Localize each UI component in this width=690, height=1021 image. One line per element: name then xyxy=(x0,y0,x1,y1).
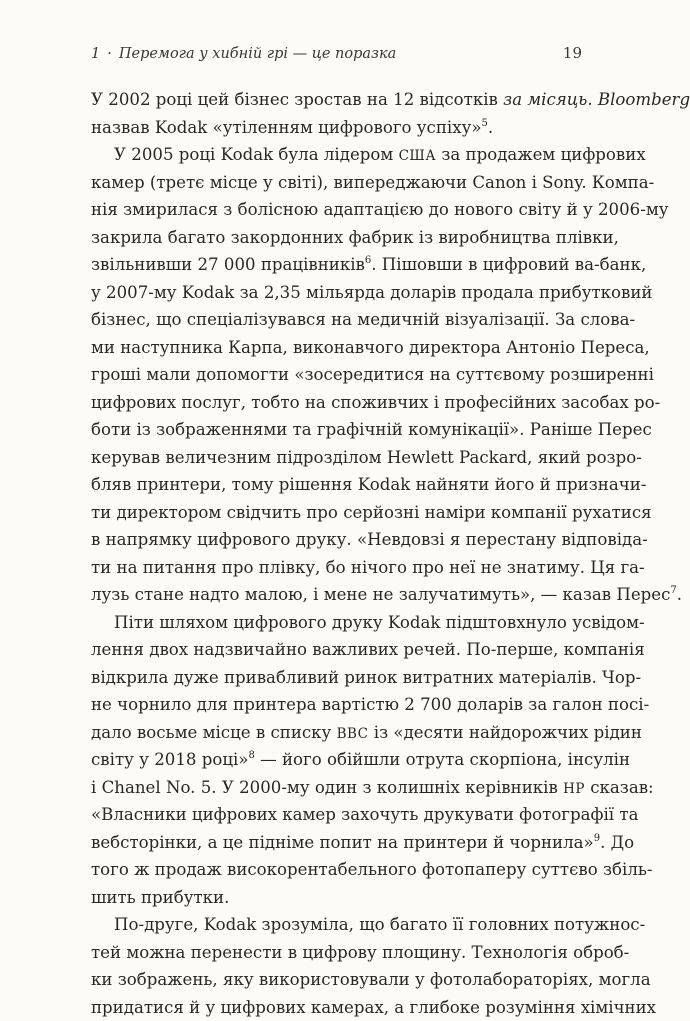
text-line xyxy=(91,746,583,774)
text-line xyxy=(91,334,583,362)
text-line xyxy=(91,251,583,279)
text-line xyxy=(91,499,583,527)
body-text xyxy=(91,86,583,1021)
text-fragment: . xyxy=(677,585,682,604)
text-line xyxy=(91,939,583,967)
text-fragment: У 2005 році Kodak була лідером xyxy=(114,145,399,164)
text-fragment: ки зображень, яку використовували у фотолабораторіях, могла xyxy=(91,970,651,989)
text-fragment: BBC xyxy=(337,726,369,742)
text-line xyxy=(91,581,583,609)
footnote-ref: 5 xyxy=(482,118,488,129)
text-fragment: тей можна перенести в цифрову площину. Технологія оброб- xyxy=(91,943,629,962)
footnote-ref: 9 xyxy=(594,833,600,844)
text-line xyxy=(91,169,583,197)
chapter-number: 1 xyxy=(91,46,100,62)
text-fragment: ти директором свідчить про серйозні наміри компанії рухатися xyxy=(91,503,652,522)
text-line xyxy=(91,719,583,747)
text-line xyxy=(91,691,583,719)
text-line xyxy=(91,966,583,994)
text-fragment: . До xyxy=(600,833,634,852)
text-fragment: відкрила дуже привабливий ринок витратних матеріалів. Чор- xyxy=(91,668,641,687)
text-fragment: і Chanel No. 5. У 2000-му один з колишніх керівників xyxy=(91,778,563,797)
text-line xyxy=(91,279,583,307)
text-fragment: нія змирилася з болісною адаптацією до нового світу й у 2006-му xyxy=(91,200,669,219)
text-line xyxy=(91,884,583,912)
text-line xyxy=(91,196,583,224)
text-line xyxy=(91,361,583,389)
footnote-ref: 6 xyxy=(365,255,371,266)
text-fragment: HP xyxy=(563,781,585,797)
text-fragment: вебсторінки, а це підніме попит на принтери й чорнила» xyxy=(91,833,594,852)
text-line xyxy=(91,554,583,582)
text-fragment: . Пішовши в цифровий ва-банк, xyxy=(371,255,646,274)
text-fragment: лення двох надзвичайно важливих речей. По-перше, компанія xyxy=(91,640,645,659)
text-fragment: у 2007-му Kodak за 2,35 мільярда доларів продала прибутковий xyxy=(91,283,653,302)
text-line xyxy=(91,526,583,554)
text-fragment: бляв принтери, тому рішення Kodak найняти його й призначи- xyxy=(91,475,646,494)
text-line xyxy=(91,224,583,252)
text-fragment: — його обійшли отрута скорпіона, інсулін xyxy=(255,750,630,769)
text-fragment: Піти шляхом цифрового друку Kodak підштовхнуло усвідом- xyxy=(114,613,645,632)
text-fragment: в напрямку цифрового друку. «Невдовзі я перестану відповіда- xyxy=(91,530,648,549)
text-line xyxy=(91,829,583,857)
text-fragment: У 2002 році цей бізнес зростав на 12 відсотків xyxy=(91,90,503,109)
text-fragment: керував величезним підрозділом Hewlett Packard, який розро- xyxy=(91,448,642,467)
text-line xyxy=(91,86,583,114)
text-fragment: ми наступника Карпа, виконавчого директора Антоніо Переса, xyxy=(91,338,650,357)
text-fragment: шить прибутки. xyxy=(91,888,229,907)
text-fragment: назвав Kodak «утіленням цифрового успіху» xyxy=(91,118,482,137)
text-fragment: боти із зображеннями та графічній комунікації». Раніше Перес xyxy=(91,420,652,439)
text-fragment: закрила багато закордонних фабрик із виробництва плівки, xyxy=(91,228,619,247)
text-line xyxy=(91,306,583,334)
text-fragment: із «десяти найдорожчих рідин xyxy=(369,723,642,742)
text-fragment: звільнивши 27 000 працівників xyxy=(91,255,365,274)
text-fragment: Bloomberg xyxy=(598,90,690,109)
text-line xyxy=(91,444,583,472)
text-fragment: бізнес, що спеціалізувався на медичній візуалізації. За слова- xyxy=(91,310,635,329)
running-header xyxy=(91,44,582,64)
text-fragment: придатися й у цифрових камерах, а глибоке розуміння хімічних xyxy=(91,998,656,1017)
text-fragment: не чорнило для принтера вартістю 2 700 доларів за галон посі- xyxy=(91,695,649,714)
text-fragment: гроші мали допомогти «зосередитися на суттєвому розширенні xyxy=(91,365,654,384)
text-fragment: за продажем цифрових xyxy=(436,145,646,164)
text-line xyxy=(91,609,583,637)
text-fragment: «Власники цифрових камер захочуть друкувати фотографії та xyxy=(91,805,638,824)
text-line xyxy=(91,856,583,884)
text-fragment: По-друге, Kodak зрозуміла, що багато її головних потужнос- xyxy=(114,915,645,934)
text-line xyxy=(91,774,583,802)
text-line xyxy=(91,911,583,939)
text-fragment: сказав: xyxy=(585,778,654,797)
page-number: 19 xyxy=(563,44,582,62)
text-fragment: цифрових послуг, тобто на споживчих і професійних засобах ро- xyxy=(91,393,660,412)
header-separator: · xyxy=(107,46,112,62)
header-chapter xyxy=(91,46,396,62)
text-line xyxy=(91,389,583,417)
text-line xyxy=(91,141,583,169)
text-fragment: того ж продаж високорентабельного фотопаперу суттєво збіль- xyxy=(91,860,653,879)
text-fragment: ти на питання про плівку, бо нічого про неї не знатиму. Ця га- xyxy=(91,558,645,577)
text-fragment: . xyxy=(488,118,493,137)
footnote-ref: 7 xyxy=(670,585,676,596)
text-fragment: світу у 2018 році» xyxy=(91,750,248,769)
text-line xyxy=(91,114,583,142)
text-line xyxy=(91,636,583,664)
text-line xyxy=(91,471,583,499)
text-fragment: камер (третє місце у світі), випереджаючи Canon і Sony. Компа- xyxy=(91,173,654,192)
text-line xyxy=(91,801,583,829)
text-line xyxy=(91,664,583,692)
text-fragment: дало восьме місце в списку xyxy=(91,723,337,742)
text-line xyxy=(91,416,583,444)
text-fragment: за місяць. xyxy=(503,90,592,109)
text-line xyxy=(91,994,583,1021)
chapter-title: Перемога у хибній грі — це поразка xyxy=(119,46,396,62)
footnote-ref: 8 xyxy=(248,750,254,761)
text-fragment: США xyxy=(399,148,436,164)
text-fragment: лузь стане надто малою, і мене не залучатимуть», — казав Перес xyxy=(91,585,670,604)
